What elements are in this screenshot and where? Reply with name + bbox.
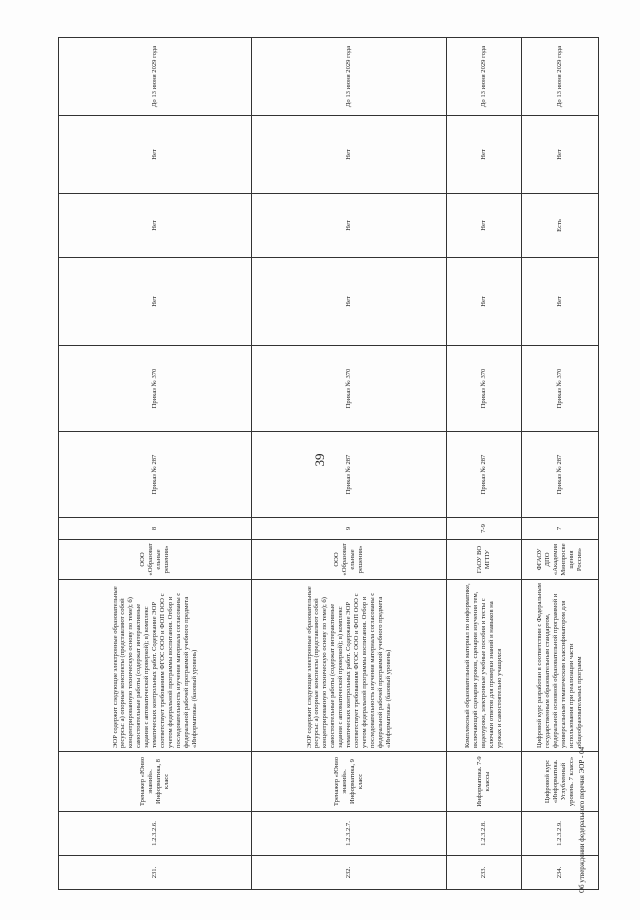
resource-grade: 7-9 xyxy=(447,518,522,540)
order-287: Приказ № 287 xyxy=(252,432,447,518)
deadline: До 13 июня 2029 года xyxy=(447,38,522,116)
resource-description: ЭОР содержит следующие электронные образовательные ресурсы: а) опорные конспекты (представляют собой концентрированную техническую основу по теме); б) самостоятельные работы (содержат интерактивные задания с автоматической проверкой); в) комплекс тематических контрольных работ. Содержание ЭОР соответствует требованиям ФГОС ООО и ФОП ООО с учетом федеральной программы воспитания. Отбор и последовательность изучения материала согласованы с федеральной рабочей программой учебного предмета «Информатика» (базовый уровень) xyxy=(59,580,252,752)
criterion-3: Нет xyxy=(59,116,252,194)
order-287: Приказ № 287 xyxy=(59,432,252,518)
resource-organization: ФГАОУ ДПО «Академия Минпросвещения России» xyxy=(522,540,599,580)
resource-organization: ООО «Образовательные решения» xyxy=(59,540,252,580)
page-number: 39 xyxy=(312,453,327,467)
deadline: До 13 июня 2029 года xyxy=(59,38,252,116)
resource-description: Комплексный образовательный материал по информатике, включающий сценарии уроков, сценарии изучения тем, видеоуроки, электронные учебные пособия и тесты с ключами ответов для проверки знаний и навыков на уроках и самостоятельно учащихся xyxy=(447,580,522,752)
deadline: До 13 июня 2029 года xyxy=(522,38,599,116)
footnote: Об утверждении федерального перечня ЭОР - 04 xyxy=(578,746,586,893)
resource-grade: 7 xyxy=(522,518,599,540)
resource-organization: ООО «Образовательные решения» xyxy=(252,540,447,580)
criterion-1: Нет xyxy=(252,258,447,346)
order-287: Приказ № 287 xyxy=(447,432,522,518)
row-code: 1.2.3.2.8. xyxy=(447,812,522,856)
row-number: 234. xyxy=(522,856,599,890)
rotated-table-sheet xyxy=(58,38,588,890)
criterion-1: Нет xyxy=(59,258,252,346)
row-number: 233. xyxy=(447,856,522,890)
criterion-2: Нет xyxy=(252,194,447,258)
resource-name: Тренажер «Юнио знаний». Информатика, 9 класс xyxy=(252,752,447,812)
order-287: Приказ № 287 xyxy=(522,432,599,518)
criterion-2: Есть xyxy=(522,194,599,258)
table-row xyxy=(252,38,447,890)
order-370: Приказ № 370 xyxy=(59,346,252,432)
row-code: 1.2.3.2.6. xyxy=(59,812,252,856)
table-row xyxy=(59,38,252,890)
row-number: 231. xyxy=(59,856,252,890)
criterion-3: Нет xyxy=(447,116,522,194)
resource-grade: 9 xyxy=(252,518,447,540)
order-370: Приказ № 370 xyxy=(447,346,522,432)
criterion-2: Нет xyxy=(59,194,252,258)
table-row xyxy=(522,38,599,890)
resource-grade: 8 xyxy=(59,518,252,540)
criterion-1: Нет xyxy=(522,258,599,346)
criterion-3: Нет xyxy=(522,116,599,194)
criterion-2: Нет xyxy=(447,194,522,258)
resource-name: Тренажер «Юнио знаний». Информатика, 8 класс xyxy=(59,752,252,812)
row-code: 1.2.3.2.9. xyxy=(522,812,599,856)
row-code: 1.2.3.2.7. xyxy=(252,812,447,856)
criterion-3: Нет xyxy=(252,116,447,194)
table-row xyxy=(447,38,522,890)
resource-description: Цифровой курс разработан в соответствии с Федеральным государственным образовательным стандартом, федеральной основной образовательной программой и универсальным тематическим классификатором для использования при реализации части общеобразовательных программ xyxy=(522,580,599,752)
row-number: 232. xyxy=(252,856,447,890)
criterion-1: Нет xyxy=(447,258,522,346)
order-370: Приказ № 370 xyxy=(252,346,447,432)
resource-name: Информатика. 7-9 классы xyxy=(447,752,522,812)
eor-list-table xyxy=(58,37,599,890)
deadline: До 13 июня 2029 года xyxy=(252,38,447,116)
resource-organization: ГАОУ ВО МГПУ xyxy=(447,540,522,580)
order-370: Приказ № 370 xyxy=(522,346,599,432)
resource-name: Цифровой курс «Информатика. Углубленный уровень. 7 класс» xyxy=(522,752,599,812)
resource-description: ЭОР содержит следующие электронные образовательные ресурсы: а) опорные конспекты (представляют собой концентрированную техническую основу по теме); б) самостоятельные работы (содержат интерактивные задания с автоматической проверкой); в) комплекс тематических контрольных работ. Содержание ЭОР соответствует требованиям ФГОС ООО и ФОП ООО с учетом федеральной программы воспитания. Отбор и последовательность изучения материала согласованы с федеральной рабочей программой учебного предмета «Информатика» (базовый уровень) xyxy=(252,580,447,752)
